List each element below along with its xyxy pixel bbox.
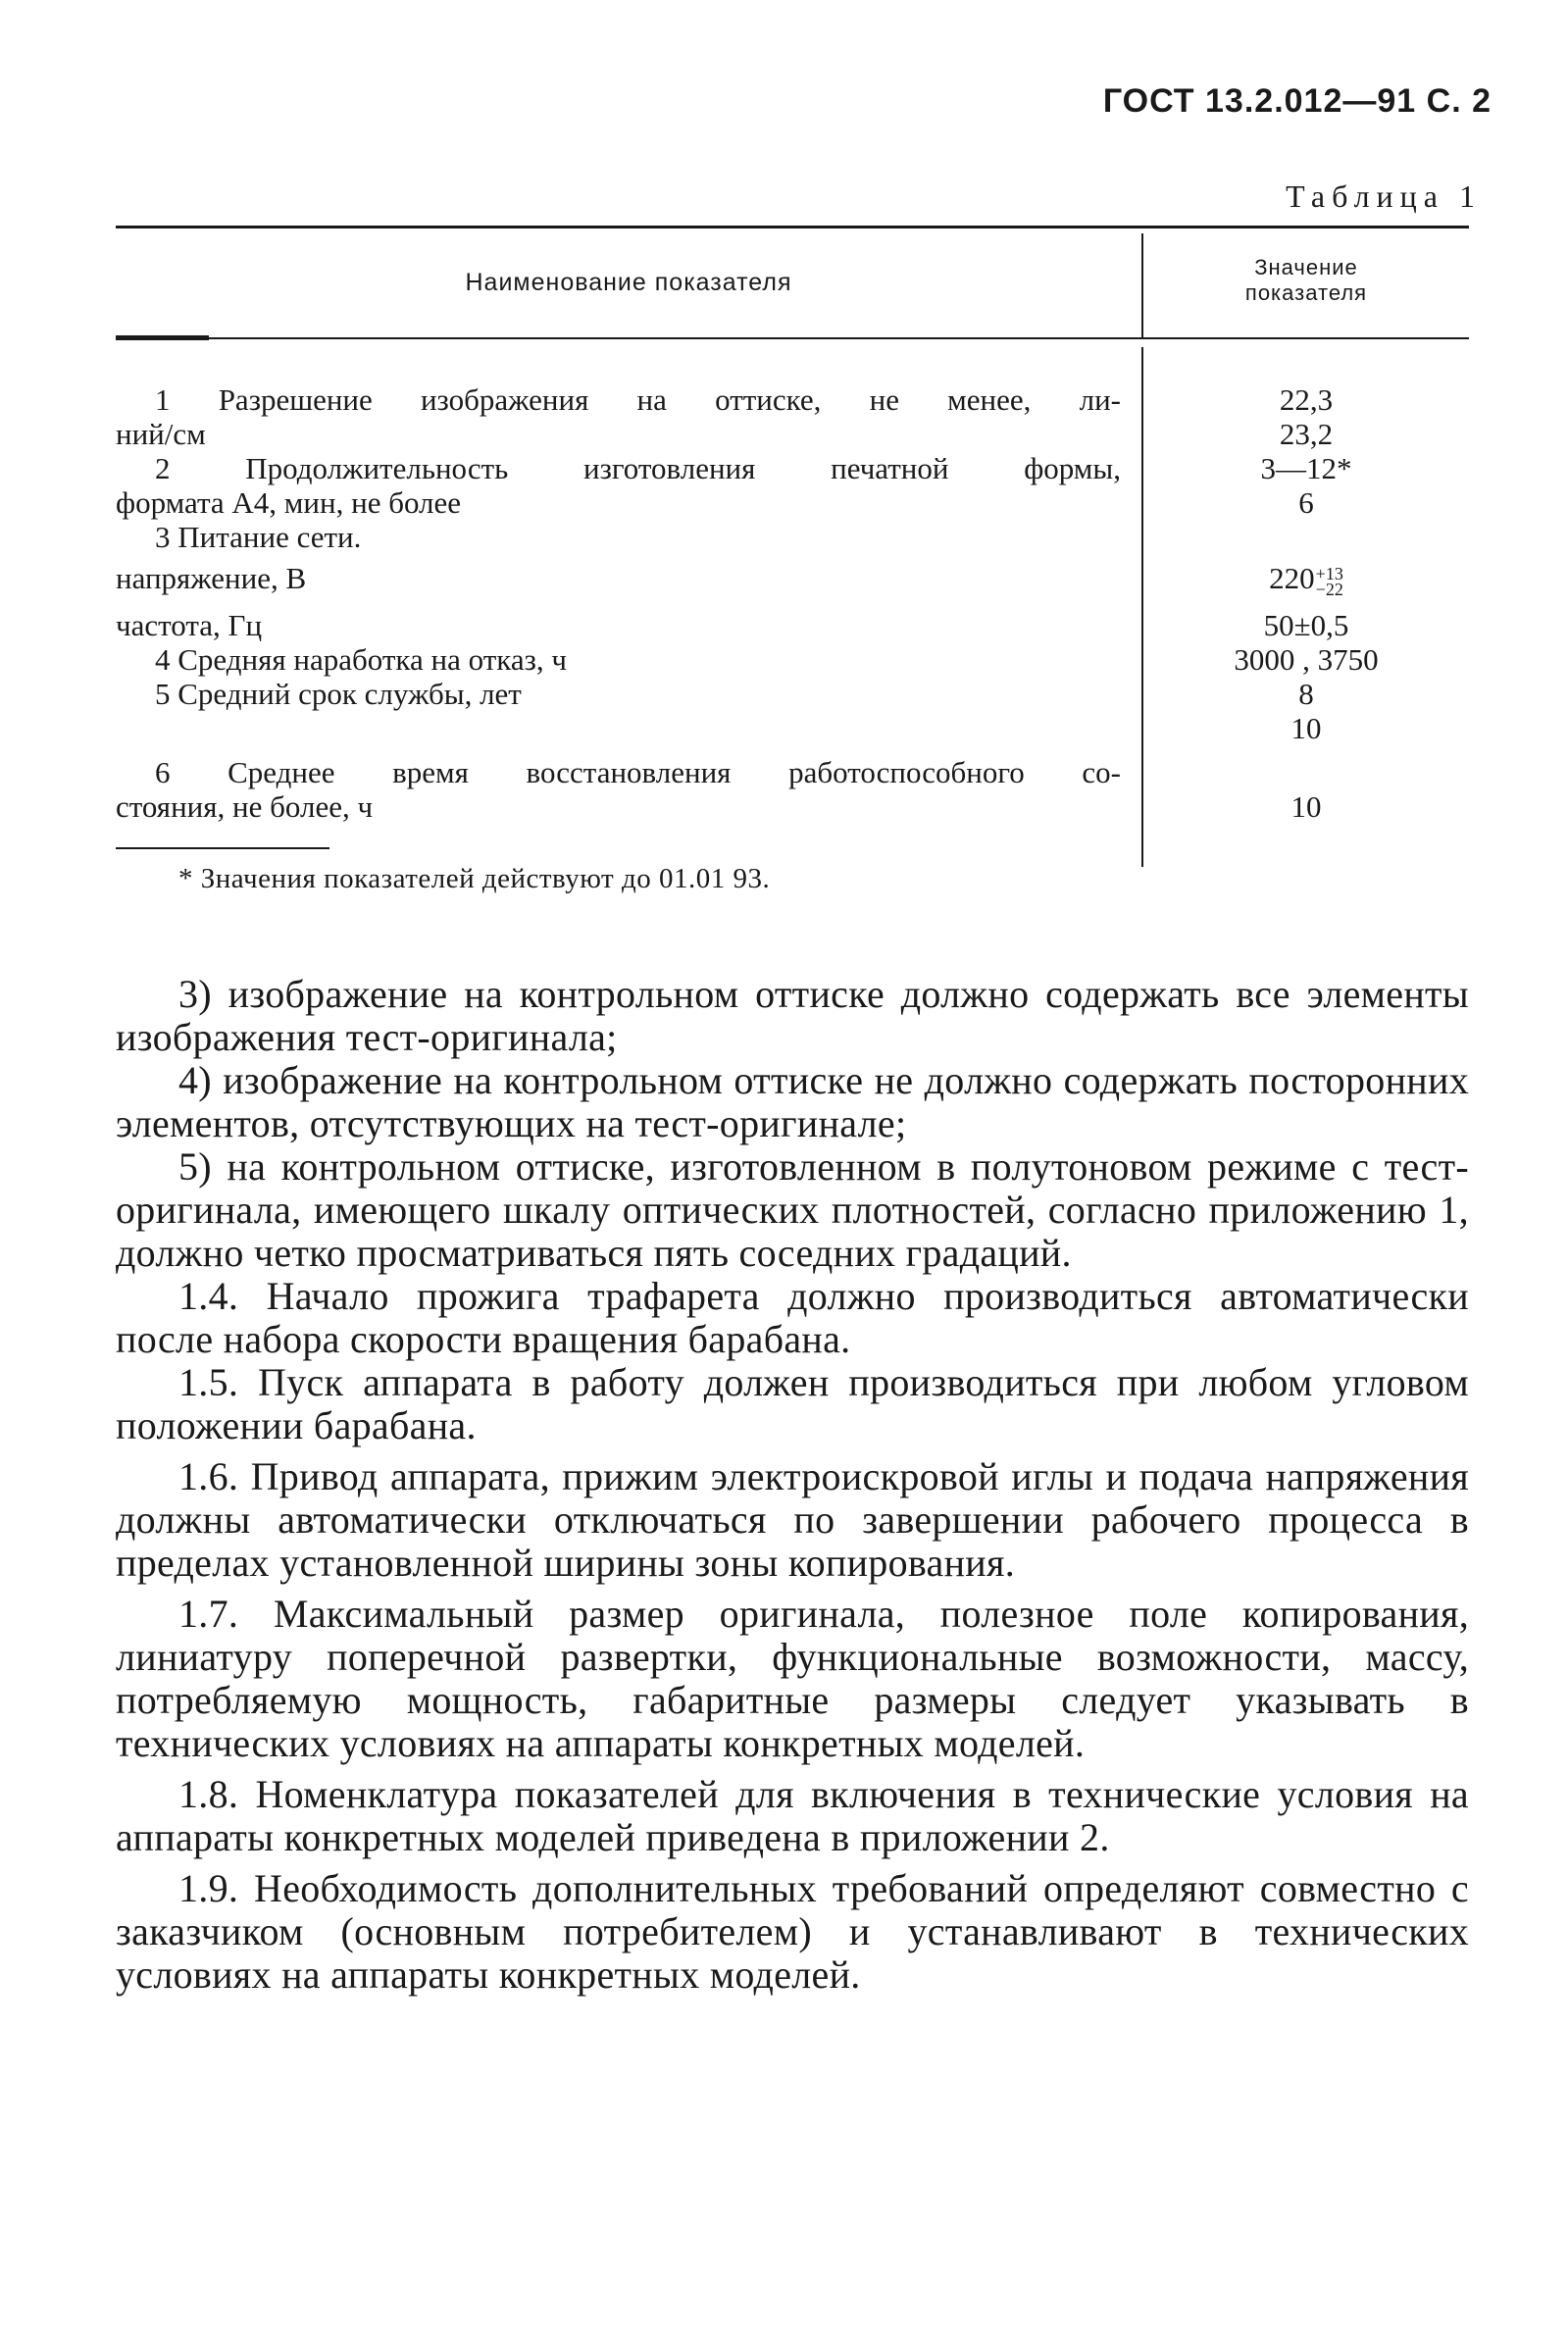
voltage-base: 220 [1269,561,1315,595]
paragraph-1-4: 1.4. Начало прожига трафарета должно производиться автоматически после набора скорости вращения барабана. [116,1274,1469,1361]
page-header: ГОСТ 13.2.012—91 С. 2 [1102,82,1492,120]
row-1-value-2: 23,2 [1279,417,1334,451]
paragraph-1-9: 1.9. Необходимость дополнительных требований определяют совместно с заказчиком (основным потребителем) и устанавливают в технических условиях на аппараты конкретных моделей. [116,1866,1469,1997]
table-footnote-rule [116,847,329,849]
voltage-tolerance [1315,563,1343,599]
paragraph-1-5: 1.5. Пуск аппарата в работу должен производиться при любом угловом положении барабана. [116,1360,1469,1447]
table-caption: Таблица 1 [1286,178,1482,214]
row-5-name: 5 Средний срок службы, лет [155,677,522,711]
row-voltage-name: напряжение, В [116,561,307,595]
row-6-name-line2: стояния, не более, ч [116,789,374,824]
row-1-name-line1: 1 Разрешение изображения на оттиске, не менее, ли- [155,382,1121,417]
paragraph-item-3: 3) изображение на контрольном оттиске должно содержать все элементы изображения тест-оригинала; [116,972,1469,1059]
row-1-name-line2: ний/см [116,417,206,451]
row-5-value-2: 10 [1290,711,1322,745]
paragraph-1-7: 1.7. Максимальный размер оригинала, полезное поле копирования, линиатуру поперечной развертки, функциональные возможности, массу, потребляемую мощность, габаритные размеры следует указывать в технических условиях на аппараты конкретных моделей. [116,1592,1469,1765]
paragraph-1-6: 1.6. Привод аппарата, прижим электроискровой иглы и подача напряжения должны автоматически отключаться по завершении рабочего процесса в пределах установленной ширины зоны копирования. [116,1454,1469,1585]
column-header-value-line2: показателя [1244,280,1368,305]
row-frequency-value: 50±0,5 [1263,608,1349,642]
column-header-name: Наименование показателя [465,269,792,296]
specs-table [116,226,1469,853]
table-footnote: * Значения показателей действуют до 01.01 93. [178,863,771,894]
row-3-name: 3 Питание сети. [155,520,362,554]
column-header-value-line1: Значение [1254,255,1358,279]
row-2-value-1: 3—12* [1260,451,1352,485]
voltage-minus: −22 [1315,579,1343,599]
row-1-value-1: 22,3 [1279,382,1334,417]
row-4-name: 4 Средняя наработка на отказ, ч [155,642,567,677]
paragraph-1-8: 1.8. Номенклатура показателей для включения в технические условия на аппараты конкретных моделей приведена в приложении 2. [116,1772,1469,1859]
column-header-value [1143,255,1469,306]
row-2-value-2: 6 [1298,485,1314,520]
row-5-value-1: 8 [1298,677,1314,711]
row-6-name-line1: 6 Среднее время восстановления работоспособного со- [155,755,1121,789]
row-2-name-line1: 2 Продолжительность изготовления печатной формы, [155,451,1121,485]
row-4-value: 3000 , 3750 [1234,642,1379,677]
body-text [116,973,1469,1997]
paragraph-item-4: 4) изображение на контрольном оттиске не должно содержать посторонних элементов, отсутствующих на тест-оригинале; [116,1058,1469,1145]
row-2-name-line2: формата А4, мин, не более [116,485,462,520]
paragraph-item-5: 5) на контрольном оттиске, изготовленном в полутоновом режиме с тест-оригинала, имеющего шкалу оптических плотностей, согласно приложению 1, должно четко просматриваться пять соседних градаций. [116,1144,1469,1275]
row-voltage-value [1143,561,1469,597]
table-top-rule [116,226,1469,228]
voltage-plus: +13 [1315,563,1343,583]
table-header-rule [116,337,1469,339]
row-frequency-name: частота, Гц [116,608,263,642]
row-6-value: 10 [1290,789,1322,824]
